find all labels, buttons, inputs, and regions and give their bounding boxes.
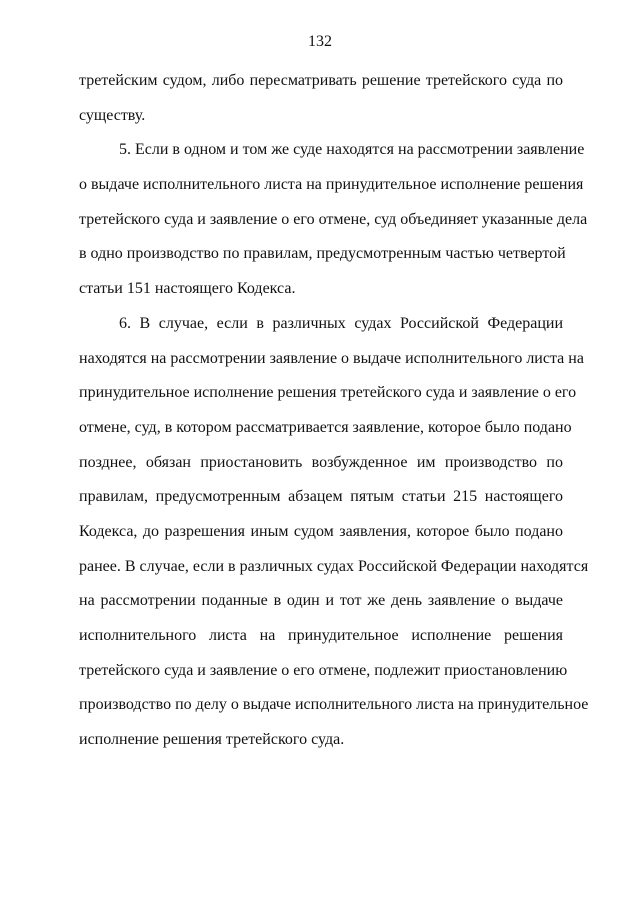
text-line: существу. — [79, 106, 146, 124]
text-line: Кодекса, до разрешения иным судом заявления, которое было подано — [79, 522, 563, 540]
text-line: на рассмотрении поданные в один и тот же день заявление о выдаче — [79, 592, 563, 610]
document-body — [79, 69, 589, 763]
text-line: исполнение решения третейского суда. — [79, 731, 345, 749]
text-line: исполнительного листа на принудительное исполнение решения — [79, 627, 563, 644]
text-line: ранее. В случае, если в различных судах Российской Федерации находятся — [79, 557, 589, 575]
text-line: третейского суда и заявление о его отмене, суд объединяет указанные дела — [79, 210, 588, 228]
text-line: третейским судом, либо пересматривать решение третейского суда по — [79, 72, 563, 89]
text-line: находятся на рассмотрении заявление о выдаче исполнительного листа на — [79, 349, 584, 367]
text-line: принудительное исполнение решения третейского суда и заявление о его — [79, 384, 577, 402]
text-line: позднее, обязан приостановить возбужденное им производство по — [79, 453, 563, 471]
text-line: в одно производство по правилам, предусмотренным частью четвертой — [79, 245, 566, 263]
text-line: статьи 151 настоящего Кодекса. — [79, 280, 296, 298]
text-line: третейского суда и заявление о его отмене, подлежит приостановлению — [79, 661, 568, 679]
page-number: 132 — [308, 33, 332, 50]
text-line: о выдаче исполнительного листа на принудительное исполнение решения — [79, 176, 584, 194]
text-line: 5. Если в одном и том же суде находятся на рассмотрении заявление — [119, 141, 585, 159]
text-line: производство по делу о выдаче исполнительного листа на принудительное — [79, 696, 589, 714]
text-line: 6. В случае, если в различных судах Российской Федерации — [119, 314, 563, 332]
text-line: правилам, предусмотренным абзацем пятым статьи 215 настоящего — [79, 488, 563, 506]
text-line: отмене, суд, в котором рассматривается заявление, которое было подано — [79, 418, 572, 436]
